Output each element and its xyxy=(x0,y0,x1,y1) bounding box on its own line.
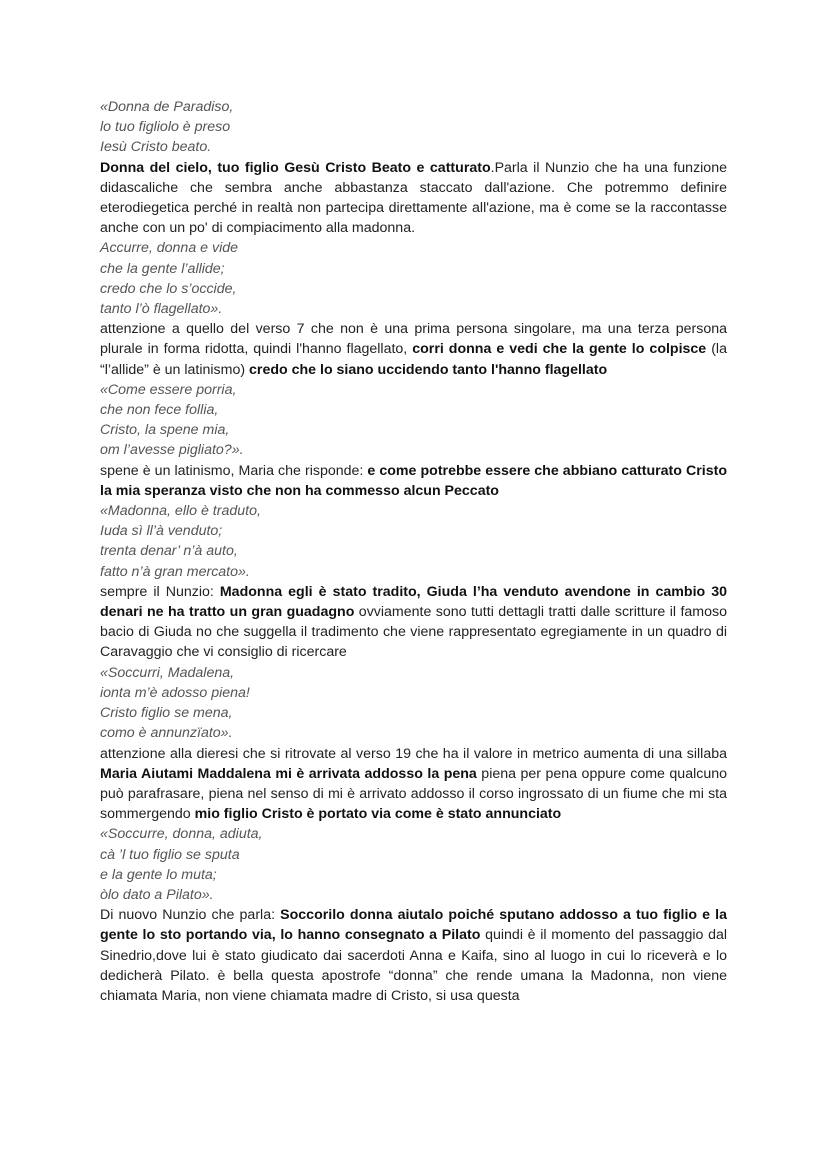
verse-line: fatto n’à gran mercato». xyxy=(100,563,250,580)
verse-line: Cristo figlio se mena, xyxy=(100,705,233,722)
verse-line: e la gente lo muta; xyxy=(100,866,217,883)
commentary-paragraph xyxy=(100,905,727,1006)
paraphrase-bold-text: credo che lo siano uccidendo tanto l'hanno flagellato xyxy=(249,361,608,378)
commentary-text: spene è un latinismo, Maria che risponde: xyxy=(100,462,368,479)
verse-line: lo tuo figliolo è preso xyxy=(100,119,231,136)
commentary-text: Di nuovo Nunzio che parla: xyxy=(100,907,281,924)
verse-stanza xyxy=(100,97,727,158)
verse-stanza xyxy=(100,824,727,905)
paraphrase-bold-text: mio figlio Cristo è portato via come è stato annunciato xyxy=(194,806,562,823)
commentary-text: sempre il Nunzio: xyxy=(100,583,220,600)
verse-line: «Soccurri, Madalena, xyxy=(100,664,235,681)
verse-line: «Soccurre, donna, adiuta, xyxy=(100,826,263,843)
commentary-text: piena per pena oppure come qualcuno può parafrasare, piena nel senso di mi è arrivato addosso il corso ingrossato di un fiume che mi sta sommergendo xyxy=(100,765,727,823)
verse-stanza xyxy=(100,238,727,319)
verse-line: Iesù Cristo beato. xyxy=(100,139,212,156)
commentary-text: (la “l’allide” è un latinismo) xyxy=(100,341,727,378)
commentary-text: attenzione a quello del verso 7 che non è una prima persona singolare, ma una terza persona plurale in forma ridotta, quindi l'hanno flagellato, xyxy=(100,321,727,358)
verse-line: «Come essere porria, xyxy=(100,381,237,398)
commentary-paragraph xyxy=(100,319,727,380)
verse-line: trenta denar’ n’à auto, xyxy=(100,543,238,560)
paraphrase-bold-text: Madonna egli è stato tradito, Giuda l’ha venduto avendone in cambio 30 denari ne ha tratto un gran guadagno xyxy=(100,583,728,621)
verse-line: «Madonna, ello è traduto, xyxy=(100,503,261,520)
verse-line: credo che lo s’occide, xyxy=(100,280,237,297)
verse-line: Cristo, la spene mia, xyxy=(100,422,230,439)
paraphrase-bold-text: Soccorilo donna aiutalo poiché sputano addosso a tuo figlio e la gente lo sto portando via, lo hanno consegnato a Pilato xyxy=(100,907,727,944)
paraphrase-bold-text: Maria Aiutami Maddalena mi è arrivata addosso la pena xyxy=(100,765,477,782)
verse-stanza xyxy=(100,501,727,582)
verse-line: cà ’l tuo figlio se sputa xyxy=(100,846,240,863)
commentary-text: .Parla il Nunzio che ha una funzione didascaliche che sembra anche abbastanza staccato dall'azione. Che potremmo definire eterodiegetica perché in realtà non partecipa direttamente all'azione, ma è come se la raccontasse anche con un po' di compiacimento alla madonna. xyxy=(100,159,727,237)
document-page xyxy=(100,97,727,1006)
verse-line: che non fece follia, xyxy=(100,402,219,419)
commentary-text: ovviamente sono tutti dettagli tratti dalle scritture il famoso bacio di Giuda no che suggella il tradimento che viene rappresentato egregiamente in un quadro di Caravaggio che vi consiglio di ricercare xyxy=(100,604,728,661)
commentary-paragraph xyxy=(100,461,727,501)
verse-stanza xyxy=(100,663,727,744)
paraphrase-bold-text: e come potrebbe essere che abbiano catturato Cristo la mia speranza visto che non ha commesso alcun Peccato xyxy=(100,462,728,499)
verse-line: ionta m’è adosso piena! xyxy=(100,684,250,701)
verse-line: Iuda sì ll’à venduto; xyxy=(100,523,223,540)
commentary-paragraph xyxy=(100,744,727,825)
verse-line: Accurre, donna e vide xyxy=(100,240,239,257)
verse-line: tanto l’ò flagellato». xyxy=(100,301,223,318)
verse-line: òlo dato a Pilato». xyxy=(100,886,214,903)
commentary-text: quindi è il momento del passaggio dal Sinedrio,dove lui è stato giudicato dai sacerdoti Anna e Kaifa, sino al luogo in cui lo riceverà e lo dedicherà Pilato. è bella questa apostrofe “donna” che rende umana la Madonna, non viene chiamata Maria, non viene chiamata madre di Cristo, si usa questa xyxy=(100,927,728,1004)
paraphrase-bold-text: corri donna e vedi che la gente lo colpisce xyxy=(412,341,707,358)
verse-line: como è annunzïato». xyxy=(100,725,233,742)
verse-stanza xyxy=(100,380,727,461)
commentary-text: attenzione alla dieresi che si ritrovate al verso 19 che ha il valore in metrico aumenta di una sillaba xyxy=(100,745,727,762)
verse-line: om l’avesse pigliato?». xyxy=(100,442,244,459)
paraphrase-bold-text: Donna del cielo, tuo figlio Gesù Cristo Beato e catturato xyxy=(100,159,491,176)
verse-line: «Donna de Paradiso, xyxy=(100,99,234,115)
commentary-paragraph xyxy=(100,582,727,663)
verse-line: che la gente l’allide; xyxy=(100,260,225,277)
commentary-paragraph xyxy=(100,158,727,239)
